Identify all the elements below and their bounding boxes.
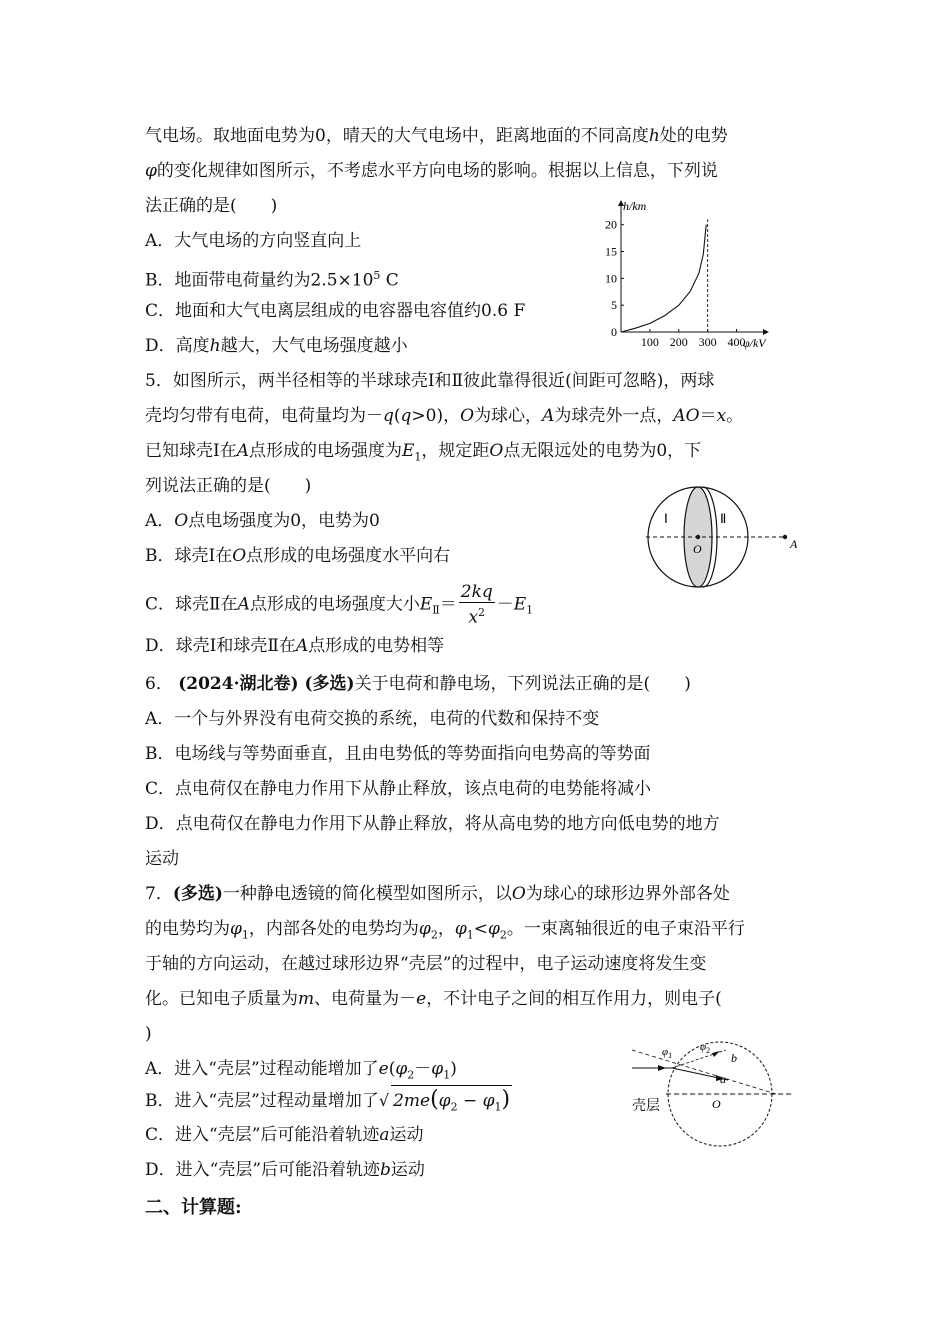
normal-line xyxy=(632,1050,776,1094)
y-tick-label: 20 xyxy=(605,217,617,232)
section-heading: 二、计算题: xyxy=(145,1197,242,1218)
q6-option-b: B．电场线与等势面垂直，且由电势低的等势面指向电势高的等势面 xyxy=(145,744,651,764)
chart-axes xyxy=(618,200,769,335)
center-point xyxy=(696,535,700,539)
q7-option-a: A．进入“壳层”过程动能增加了$e(\varphi_2-\varphi_1)$ xyxy=(145,1059,457,1082)
label-shell-1: Ⅰ xyxy=(664,511,668,526)
potential-curve xyxy=(621,225,706,332)
q7-line-4: 化。已知电子质量为m、电荷量为－e，不计电子之间的相互作用力，则电子( xyxy=(145,989,722,1009)
field-fraction: $\frac{2kq}{x^2}$ xyxy=(460,582,493,628)
q4-option-c: C．地面和大气电离层组成的电容器电容值约0.6 F xyxy=(145,301,526,321)
q5-line-1: 5．如图所示，两半径相等的半球球壳Ⅰ和Ⅱ彼此靠得很近(间距可忽略)，两球 xyxy=(145,371,715,391)
q7-line-5: ) xyxy=(145,1024,152,1044)
incident-arrow xyxy=(658,1065,666,1071)
q6-stem: 6． (2024·湖北卷) (多选)关于电荷和静电场，下列说法正确的是( ) xyxy=(145,674,691,694)
q6-option-d: D．点电荷仅在静电力作用下从静止释放，将从高电势的地方向低电势的地方 xyxy=(145,814,720,834)
chart-series xyxy=(621,219,708,332)
q6-option-d-cont: 运动 xyxy=(145,849,179,869)
electrostatic-lens-figure xyxy=(628,1036,798,1148)
q6-option-a: A．一个与外界没有电荷交换的系统，电荷的代数和保持不变 xyxy=(145,709,600,729)
x-tick-label: 400 xyxy=(727,335,746,349)
y-tick-label: 0 xyxy=(611,325,617,339)
q4-option-a: A．大气电场的方向竖直向上 xyxy=(145,231,362,251)
q7-line-1: 7．(多选)一种静电透镜的简化模型如图所示，以O为球心的球形边界外部各处 xyxy=(145,884,730,904)
q7-line-2: 的电势均为$\varphi_1$，内部各处的电势均为$\varphi_2$，$\varphi_1<\varphi_2$。一束离轴很近的电子束沿平行 xyxy=(145,919,745,942)
q5-option-a: A．O点电场强度为0，电势为0 xyxy=(145,511,380,531)
x-axis-arrow xyxy=(763,329,769,335)
x-tick-label: 200 xyxy=(669,335,688,349)
x-tick-label: 300 xyxy=(698,335,717,349)
arrow-b xyxy=(712,1051,720,1057)
label-a: A xyxy=(790,537,798,551)
intro-line-3: 法正确的是( ) xyxy=(145,196,278,216)
hemisphere-shells-figure xyxy=(640,482,810,592)
y-tick-label: 10 xyxy=(605,271,617,286)
label-o: O xyxy=(712,1097,721,1111)
chart-ylabel: h/km xyxy=(623,199,647,213)
label-a: a xyxy=(720,1072,726,1086)
q7-option-d: D．进入“壳层”后可能沿着轨迹b运动 xyxy=(145,1160,425,1180)
label-b: b xyxy=(731,1051,737,1065)
label-shell-2: Ⅱ xyxy=(720,511,727,526)
label-shell: 壳层 xyxy=(632,1098,660,1114)
label-phi2: $\varphi_2$ xyxy=(700,1041,711,1055)
q5-option-d: D．球壳Ⅰ和球壳Ⅱ在A点形成的电势相等 xyxy=(145,636,445,656)
y-tick-label: 15 xyxy=(605,244,617,259)
x-tick-label: 100 xyxy=(640,335,659,349)
chart-ticks xyxy=(605,218,746,349)
label-phi1: $\varphi_1$ xyxy=(662,1046,673,1060)
q7-option-c: C．进入“壳层”后可能沿着轨迹a运动 xyxy=(145,1125,424,1145)
label-o: O xyxy=(693,542,702,556)
chart-xlabel: φ/kV xyxy=(743,336,766,350)
q4-option-d: D．高度h越大，大气电场强度越小 xyxy=(145,336,408,356)
q5-option-c: C．球壳Ⅱ在A点形成的电场强度大小$E_Ⅱ=$ $\frac{2kq}{x^2}$ $-E_1$ xyxy=(145,582,534,628)
q7-option-b: B．进入“壳层”过程动量增加了√ $2me(\varphi_2 - \varphi_1)$ xyxy=(145,1085,512,1121)
intro-line-1: 气电场。取地面电势为0，晴天的大气电场中，距离地面的不同高度h处的电势 xyxy=(145,126,728,146)
q5-line-4: 列说法正确的是( ) xyxy=(145,476,312,496)
momentum-root: $2me(\varphi_2 - \varphi_1)$ xyxy=(391,1085,512,1121)
q5-option-b: B．球壳Ⅰ在O点形成的电场强度水平向右 xyxy=(145,546,451,566)
y-tick-label: 5 xyxy=(611,298,617,313)
q7-line-3: 于轴的方向运动，在越过球形边界“壳层”的过程中，电子运动速度将发生变 xyxy=(145,954,707,974)
q5-line-2: 壳均匀带有电荷，电荷量均为－q(q>0)，O为球心，A为球壳外一点，AO＝x。 xyxy=(145,406,744,426)
q6-option-c: C．点电荷仅在静电力作用下从静止释放，该点电荷的电势能将减小 xyxy=(145,779,652,799)
intro-line-2: φ的变化规律如图所示，不考虑水平方向电场的影响。根据以上信息，下列说 xyxy=(145,161,718,181)
q5-line-3: 已知球壳Ⅰ在A点形成的电场强度为$E_1$，规定距O点无限远处的电势为0，下 xyxy=(145,441,702,464)
potential-height-chart xyxy=(595,192,795,352)
q4-option-b: B．地面带电荷量约为$2.5\times 10^5$ C xyxy=(145,269,399,291)
point-a xyxy=(783,535,787,539)
